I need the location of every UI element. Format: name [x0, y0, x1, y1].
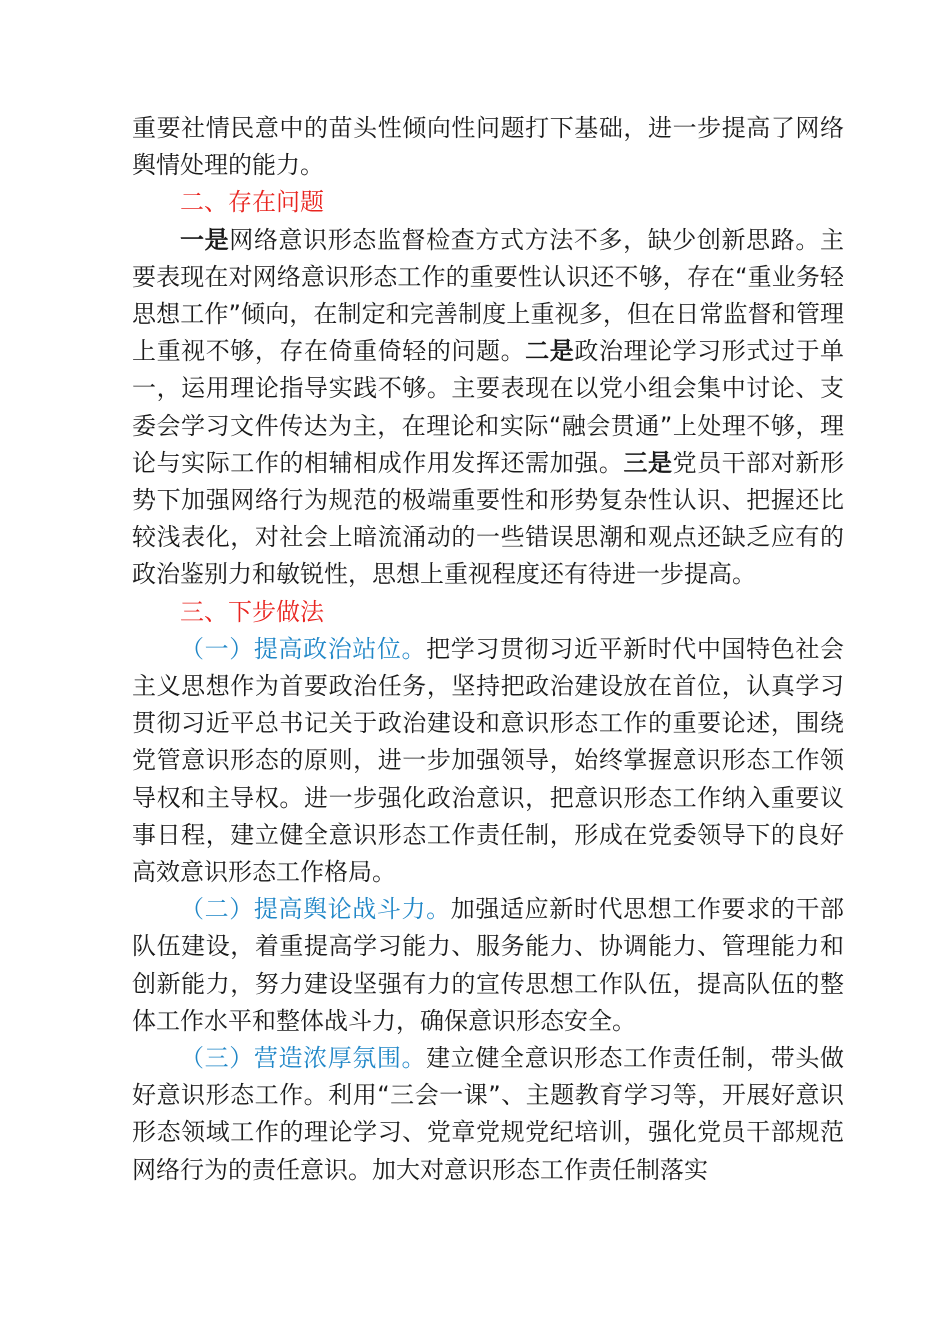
point-one-text: 网络意识形态监督检查方式方法不多，缺少创新思路。主要表现在对网络意识形态工作的重要性认识还不够，存在“重业务轻思想工作”倾向，在制定和完善制度上重视多，但在日常监督和管理上重视不够，存在倚重倚轻的问题。 [132, 225, 845, 366]
point-one-lead: 一是 [180, 225, 230, 254]
measure-two-paragraph [132, 891, 844, 1040]
measure-three-paragraph [132, 1040, 844, 1189]
point-three-text: 党员干部对新形势下加强网络行为规范的极端重要性和形势复杂性认识、把握还比较浅表化，对社会上暗流涌动的一些错误思潮和观点还缺乏应有的政治鉴别力和敏锐性，思想上重视程度还有待进一步提高。 [132, 448, 845, 589]
measure-two-text: 加强适应新时代思想工作要求的干部队伍建设，着重提高学习能力、服务能力、协调能力、管理能力和创新能力，努力建设坚强有力的宣传思想工作队伍，提高队伍的整体工作水平和整体战斗力，确保意识形态安全。 [132, 895, 845, 1035]
section3-heading: 三、下步做法 [180, 597, 324, 626]
document-page [132, 110, 844, 1189]
point-two-lead: 二是 [525, 337, 575, 366]
measure-one-text: 把学习贯彻习近平新时代中国特色社会主义思想作为首要政治任务，坚持把政治建设放在首位，认真学习贯彻习近平总书记关于政治建设和意识形态工作的重要论述，围绕党管意识形态的原则，进一步加强领导，始终掌握意识形态工作领导权和主导权。进一步强化政治意识，把意识形态工作纳入重要议事日程，建立健全意识形态工作责任制，形成在党委领导下的良好高效意识形态工作格局。 [132, 634, 845, 887]
measure-three-title: （三）营造浓厚氛围。 [180, 1044, 427, 1073]
intro-text: 重要社情民意中的苗头性倾向性问题打下基础，进一步提高了网络舆情处理的能力。 [132, 114, 844, 180]
point-two-text: 政治理论学习形式过于单一，运用理论指导实践不够。主要表现在以党小组会集中讨论、支委会学习文件传达为主，在理论和实际“融会贯通”上处理不够，理论与实际工作的相辅相成作用发挥还需加强。 [132, 337, 845, 477]
point-three-lead: 三是 [623, 448, 673, 477]
section2-paragraph [132, 222, 844, 594]
section2-heading: 二、存在问题 [180, 188, 324, 217]
intro-paragraph [132, 110, 844, 184]
measure-three-text: 建立健全意识形态工作责任制，带头做好意识形态工作。利用“三会一课”、主题教育学习等，开展好意识形态领域工作的理论学习、党章党规党纪培训，强化党员干部规范网络行为的责任意识。加大对意识形态工作责任制落实 [132, 1044, 845, 1184]
measure-one-paragraph [132, 631, 844, 891]
measure-two-title: （二）提高舆论战斗力。 [180, 895, 451, 924]
measure-one-title: （一）提高政治站位。 [180, 634, 427, 663]
